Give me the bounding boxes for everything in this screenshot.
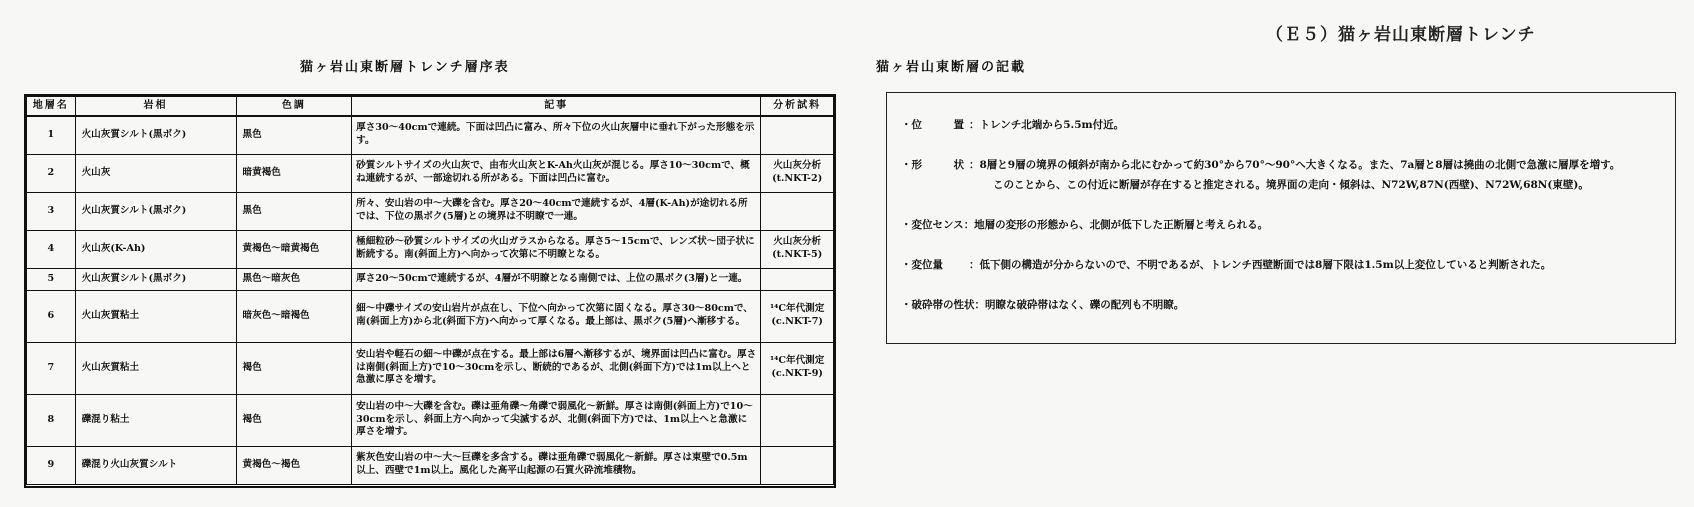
color-tone: 黄褐色〜褐色 xyxy=(236,446,352,484)
layer-id: 9 xyxy=(27,446,76,484)
table-row xyxy=(27,192,834,230)
record-label: ・変位量 xyxy=(901,259,943,271)
description: 極細粒砂〜砂質シルトサイズの火山ガラスからなる。厚さ5〜15cmで、レンズ状〜団子状に断続する。南(斜面上方)へ向かって次第に不明瞭となる。 xyxy=(352,230,761,268)
record-item-displacement xyxy=(901,257,1551,272)
table-row xyxy=(27,154,834,192)
analysis-sample xyxy=(761,116,834,154)
description: 所々、安山岩の中〜大礫を含む。厚さ20〜40cmで連続するが、4層(K-Ah)が途切れる所では、下位の黒ボク(5層)との境界は不明瞭で一連。 xyxy=(352,192,761,230)
table-row xyxy=(27,446,834,484)
record-text: ：地層の変形の形態から、北側が低下した正断層と考えられる。 xyxy=(963,219,1269,231)
header-color: 色調 xyxy=(236,97,352,117)
record-item-sense xyxy=(901,217,1268,232)
layer-id: 2 xyxy=(27,154,76,192)
lithology: 火山灰質シルト(黒ボク) xyxy=(75,268,236,290)
record-item-location xyxy=(901,117,1124,132)
description: 安山岩や軽石の細〜中礫が点在する。最上部は6層へ漸移するが、境界面は凹凸に富む。厚さは南側(斜面上方)で10〜30cmを示し、断続的であるが、北側(斜面下方)では1m以上へと急激に厚さを増す。 xyxy=(352,342,761,394)
color-tone: 黒色 xyxy=(236,192,352,230)
color-tone: 暗灰色〜暗褐色 xyxy=(236,290,352,342)
header-analysis: 分析試料 xyxy=(761,97,834,117)
strata-table-title: 猫ヶ岩山東断層トレンチ層序表 xyxy=(300,60,510,75)
color-tone: 褐色 xyxy=(236,394,352,446)
description: 細〜中礫サイズの安山岩片が点在し、下位へ向かって次第に固くなる。厚さ30〜80cmで、南(斜面上方)から北(斜面下方)へ向かって厚くなる。最上部は、黒ボク(5層)へ漸移する。 xyxy=(352,290,761,342)
analysis-sample xyxy=(761,446,834,484)
fault-record-box xyxy=(886,92,1676,344)
layer-id: 7 xyxy=(27,342,76,394)
layer-id: 5 xyxy=(27,268,76,290)
color-tone: 暗黄褐色 xyxy=(236,154,352,192)
color-tone: 黄褐色〜暗黄褐色 xyxy=(236,230,352,268)
description: 安山岩の中〜大礫を含む。礫は亜角礫〜角礫で弱風化〜新鮮。厚さは南側(斜面上方)で10〜30cmを示し、斜面上方へ向かって尖滅するが、北側(斜面下方)では、1m以上へと急激に厚さを増す。 xyxy=(352,394,761,446)
table-row xyxy=(27,230,834,268)
lithology: 礫混り火山灰質シルト xyxy=(75,446,236,484)
layer-id: 8 xyxy=(27,394,76,446)
analysis-sample xyxy=(761,394,834,446)
description: 厚さ30〜40cmで連続。下面は凹凸に富み、所々下位の火山灰層中に垂れ下がった形態を示す。 xyxy=(352,116,761,154)
header-lithology: 岩相 xyxy=(75,97,236,117)
analysis-sample: ¹⁴C年代測定 (c.NKT-9) xyxy=(761,342,834,394)
fault-record-title: 猫ヶ岩山東断層の記載 xyxy=(876,60,1027,75)
lithology: 火山灰(K-Ah) xyxy=(75,230,236,268)
analysis-sample: 火山灰分析 (t.NKT-2) xyxy=(761,154,834,192)
record-label: ・形 状 xyxy=(901,159,964,171)
description: 厚さ20〜50cmで連続するが、4層が不明瞭となる南側では、上位の黒ボク(3層)と一連。 xyxy=(352,268,761,290)
layer-id: 1 xyxy=(27,116,76,154)
lithology: 火山灰質シルト(黒ボク) xyxy=(75,192,236,230)
record-item-fracture-zone xyxy=(901,297,1184,312)
layer-id: 4 xyxy=(27,230,76,268)
table-row xyxy=(27,268,834,290)
color-tone: 黒色〜暗灰色 xyxy=(236,268,352,290)
layer-id: 3 xyxy=(27,192,76,230)
lithology: 礫混り粘土 xyxy=(75,394,236,446)
analysis-sample xyxy=(761,192,834,230)
strata-table xyxy=(26,96,834,485)
lithology: 火山灰質シルト(黒ボク) xyxy=(75,116,236,154)
description: 紫灰色安山岩の中〜大〜巨礫を多含する。礫は亜角礫で弱風化〜新鮮。厚さは東壁で0.5m以上、西壁で1m以上。風化した高平山起源の石質火砕流堆積物。 xyxy=(352,446,761,484)
color-tone: 黒色 xyxy=(236,116,352,154)
record-text: ：トレンチ北端から5.5m付近。 xyxy=(969,119,1125,131)
analysis-sample: 火山灰分析 (t.NKT-5) xyxy=(761,230,834,268)
record-text-continued: このことから、この付近に断層が存在すると推定される。境界面の走向・傾斜は、N72W,87N(西壁)、N72W,68N(東壁)。 xyxy=(993,179,1589,191)
lithology: 火山灰 xyxy=(75,154,236,192)
lithology: 火山灰質粘土 xyxy=(75,342,236,394)
record-label: ・位 置 xyxy=(901,119,964,131)
header-description: 記事 xyxy=(352,97,761,117)
record-label: ・変位センス xyxy=(901,219,964,231)
page-title: （Ｅ５）猫ヶ岩山東断層トレンチ xyxy=(1266,25,1536,45)
record-text: ：低下側の構造が分からないので、不明であるが、トレンチ西壁断面では8層下限は1.5m以上変位していると判断された。 xyxy=(969,259,1552,271)
description: 砂質シルトサイズの火山灰で、由布火山灰とK-Ah火山灰が混じる。厚さ10〜30cmで、概ね連続するが、一部途切れる所がある。下面は凹凸に富む。 xyxy=(352,154,761,192)
record-label: ・破砕帯の性状 xyxy=(901,299,975,311)
header-layer: 地層名 xyxy=(27,97,76,117)
record-text: ：8層と9層の境界の傾斜が南から北にむかって約30°から70°〜90°へ大きくなる。また、7a層と8層は撓曲の北側で急激に層厚を増す。 xyxy=(969,159,1621,171)
layer-id: 6 xyxy=(27,290,76,342)
table-row xyxy=(27,290,834,342)
record-item-shape xyxy=(901,157,1620,172)
table-row xyxy=(27,342,834,394)
lithology: 火山灰質粘土 xyxy=(75,290,236,342)
analysis-sample: ¹⁴C年代測定 (c.NKT-7) xyxy=(761,290,834,342)
color-tone: 褐色 xyxy=(236,342,352,394)
table-row xyxy=(27,116,834,154)
table-header-row xyxy=(27,97,834,117)
table-row xyxy=(27,394,834,446)
analysis-sample xyxy=(761,268,834,290)
record-text: ：明瞭な破砕帯はなく、礫の配列も不明瞭。 xyxy=(974,299,1185,311)
